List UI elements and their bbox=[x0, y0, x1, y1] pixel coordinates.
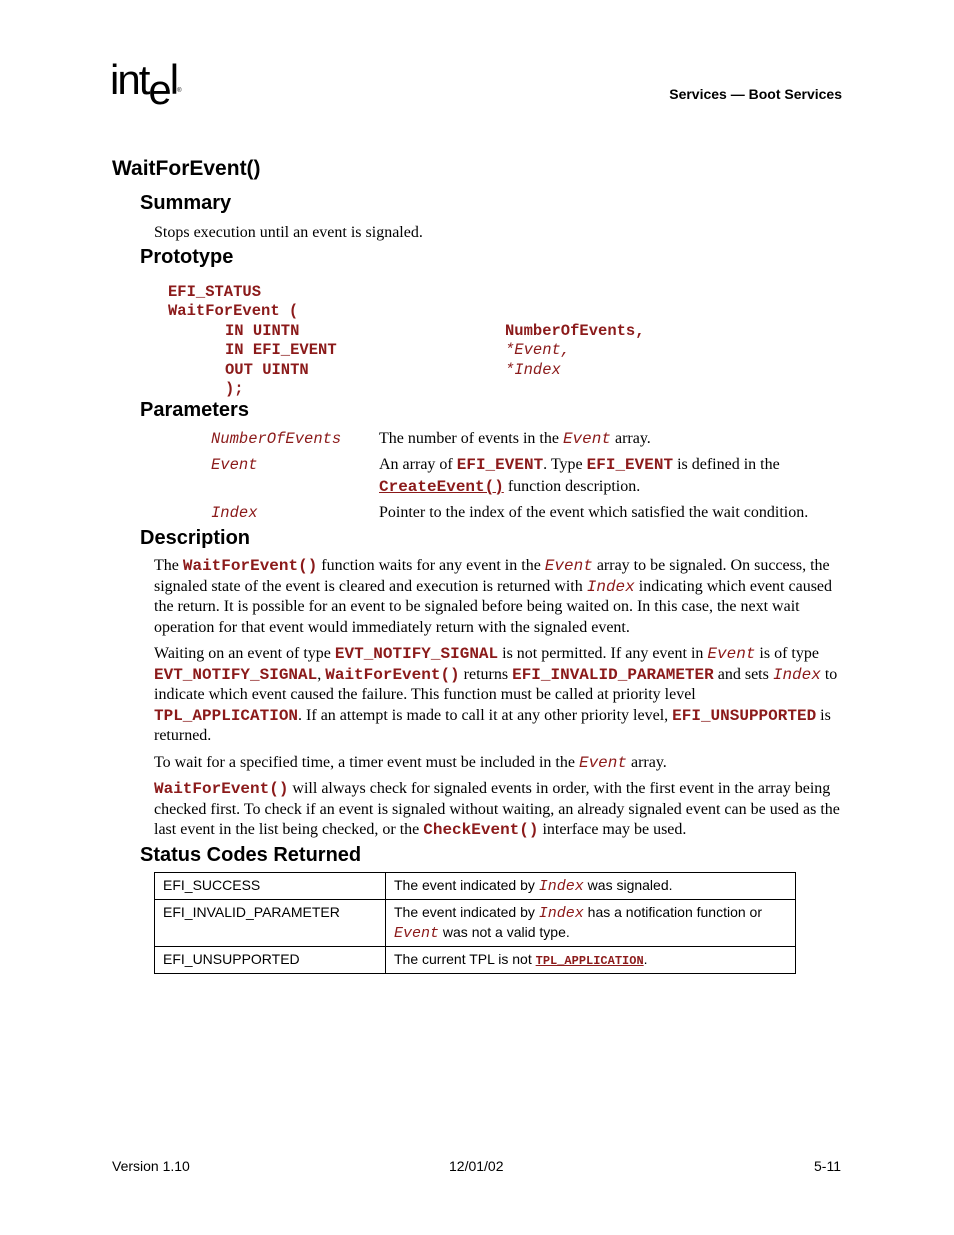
status-code: EFI_INVALID_PARAMETER bbox=[155, 900, 386, 947]
proto-line: ); bbox=[225, 380, 244, 398]
status-desc: The current TPL is not TPL_APPLICATION. bbox=[386, 947, 796, 974]
param-name: Index bbox=[211, 504, 258, 522]
proto-arg: NumberOfEvents, bbox=[505, 322, 645, 340]
footer-page-number: 5-11 bbox=[814, 1158, 841, 1174]
section-header: Services — Boot Services bbox=[669, 86, 842, 102]
proto-line: IN UINTN bbox=[225, 322, 300, 340]
table-row bbox=[155, 873, 796, 900]
proto-arg: *Index bbox=[505, 361, 561, 379]
tpl-application-link[interactable]: TPL_APPLICATION bbox=[535, 954, 644, 968]
description-paragraph: Waiting on an event of type EVT_NOTIFY_SIGNAL is not permitted. If any event in Event is of type EVT_NOTIFY_SIGNAL, WaitForEvent() returns EFI_INVALID_PARAMETER and sets Index to indicate which event caused the failure. This function must be called at priority level TPL_APPLICATION. If an attempt is made to call it at any other priority level, EFI_UNSUPPORTED is returned. bbox=[154, 645, 838, 744]
param-desc: An array of EFI_EVENT. Type EFI_EVENT is defined in the CreateEvent() function description. bbox=[379, 456, 780, 496]
createevent-link[interactable]: CreateEvent() bbox=[379, 478, 504, 496]
proto-line: EFI_STATUS bbox=[168, 283, 262, 301]
param-desc: Pointer to the index of the event which satisfied the wait condition. bbox=[379, 504, 809, 521]
status-codes-heading: Status Codes Returned bbox=[140, 844, 362, 866]
summary-heading: Summary bbox=[140, 192, 232, 214]
proto-line: WaitForEvent ( bbox=[168, 302, 299, 320]
table-row bbox=[155, 900, 796, 947]
status-codes-table bbox=[154, 872, 796, 974]
status-code: EFI_SUCCESS bbox=[155, 873, 386, 900]
proto-line: IN EFI_EVENT bbox=[225, 341, 337, 359]
description-heading: Description bbox=[140, 527, 251, 549]
status-desc: The event indicated by Index has a notification function or Event was not a valid type. bbox=[386, 900, 796, 947]
proto-arg: *Event, bbox=[505, 341, 571, 359]
footer-version: Version 1.10 bbox=[112, 1158, 190, 1174]
page-title: WaitForEvent() bbox=[112, 157, 261, 180]
param-desc: The number of events in the Event array. bbox=[379, 430, 651, 448]
param-name: NumberOfEvents bbox=[211, 430, 342, 448]
param-name: Event bbox=[211, 456, 258, 474]
description-paragraph: WaitForEvent() will always check for signaled events in order, with the first event in the array being checked first. To check if an event is signaled without waiting, an already signaled event can be used as the last event in the list being checked, or the CheckEvent() interface may be used. bbox=[154, 780, 840, 839]
status-code: EFI_UNSUPPORTED bbox=[155, 947, 386, 974]
status-desc: The event indicated by Index was signaled. bbox=[386, 873, 796, 900]
footer-date: 12/01/02 bbox=[449, 1158, 504, 1174]
table-row bbox=[155, 947, 796, 974]
description-paragraph: To wait for a specified time, a timer event must be included in the Event array. bbox=[154, 754, 667, 772]
proto-line: OUT UINTN bbox=[225, 361, 309, 379]
prototype-heading: Prototype bbox=[140, 246, 234, 268]
summary-text: Stops execution until an event is signaled. bbox=[154, 224, 423, 241]
description-paragraph: The WaitForEvent() function waits for any event in the Event array to be signaled. On success, the signaled state of the event is cleared and execution is returned with Index indicating which event caused the return. It is possible for an event to be signaled before being waited on. In this case, the next wait operation for that event would immediately return with the signaled event. bbox=[154, 557, 833, 636]
intel-logo: intel® bbox=[110, 56, 182, 113]
parameters-heading: Parameters bbox=[140, 399, 249, 421]
